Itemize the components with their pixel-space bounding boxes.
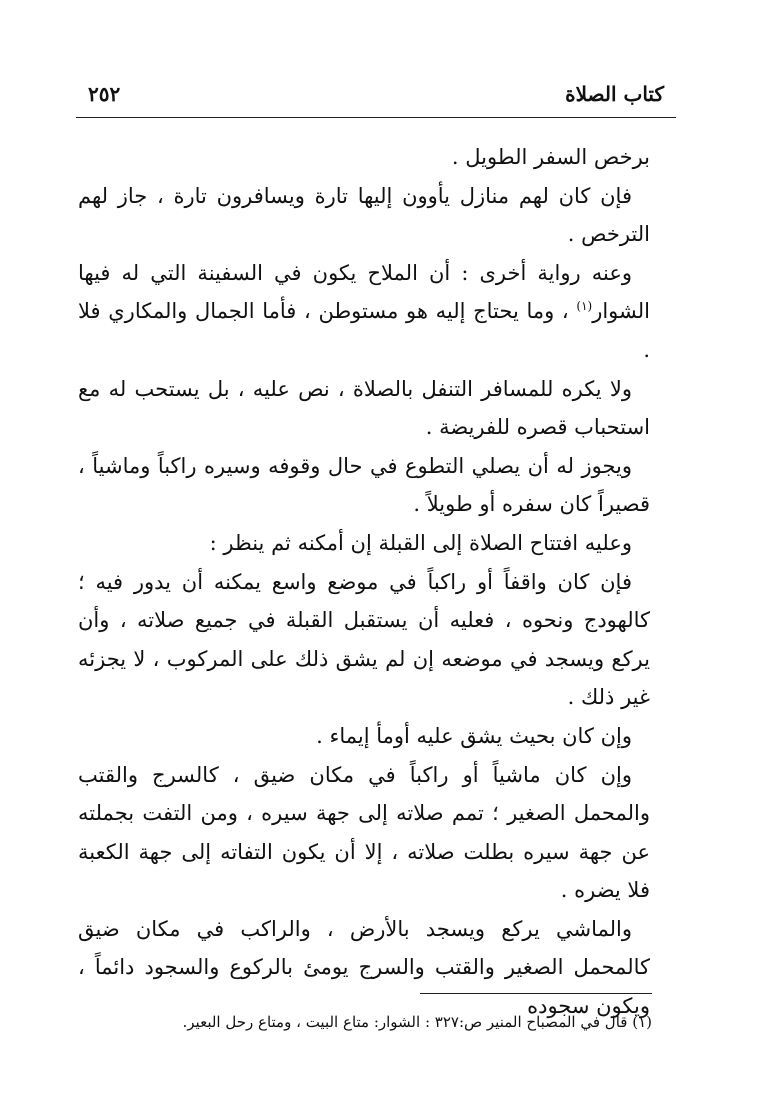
- running-header: [76, 80, 676, 114]
- paragraph: [78, 254, 650, 370]
- paragraph-text: ، وما يحتاج إليه هو مستوطن ، فأما الجمال والمكاري فلا .: [78, 299, 650, 362]
- paragraph: وإن كان ماشياً أو راكباً في مكان ضيق ، كالسرج والقتب والمحمل الصغير ؛ تمم صلاته إلى جهة سيره ، ومن التفت بجملته عن جهة سيره بطلت صلاته ، إلا أن يكون التفاته إلى جهة الكعبة فلا يضره .: [78, 762, 650, 903]
- footnote-reference: (١): [576, 299, 593, 314]
- paragraph: والماشي يركع ويسجد بالأرض ، والراكب في مكان ضيق كالمحمل الصغير والقتب والسرج يومئ بالركوع والسجود دائماً ، ويكون سجوده: [78, 916, 650, 1019]
- footnote: (١) قال في المصباح المنير ص:٣٢٧ : الشوار: متاع البيت ، ومتاع رحل البعير.: [182, 1013, 652, 1031]
- chapter-title: كتاب الصلاة: [565, 82, 664, 106]
- paragraph: ولا يكره للمسافر التنفل بالصلاة ، نص عليه ، بل يستحب له مع استحباب قصره للفريضة .: [78, 376, 650, 440]
- footnote-divider: [420, 993, 652, 994]
- main-text: [78, 138, 650, 1026]
- paragraph: وعليه افتتاح الصلاة إلى القبلة إن أمكنه ثم ينظر :: [209, 530, 632, 555]
- paragraph-text: وعنه رواية أخرى : أن الملاح يكون في السفينة التي له فيها الشوار: [78, 260, 650, 324]
- paragraph: ويجوز له أن يصلي التطوع في حال وقوفه وسيره راكباً وماشياً ، قصيراً كان سفره أو طويلاً .: [78, 453, 650, 517]
- paragraph: فإن كان واقفاً أو راكباً في موضع واسع يمكنه أن يدور فيه ؛ كالهودج ونحوه ، فعليه أن يستقبل القبلة في جميع صلاته ، وأن يركع ويسجد في موضعه إن لم يشق ذلك على المركوب ، لا يجزئه غير ذلك .: [78, 569, 650, 710]
- paragraph: برخص السفر الطويل .: [451, 145, 650, 169]
- paragraph: وإن كان بحيث يشق عليه أومأ إيماء .: [316, 723, 632, 748]
- header-divider: [76, 117, 676, 118]
- paragraph: فإن كان لهم منازل يأوون إليها تارة ويسافرون تارة ، جاز لهم الترخص .: [78, 183, 650, 247]
- page-number: ٢٥٢: [88, 82, 121, 106]
